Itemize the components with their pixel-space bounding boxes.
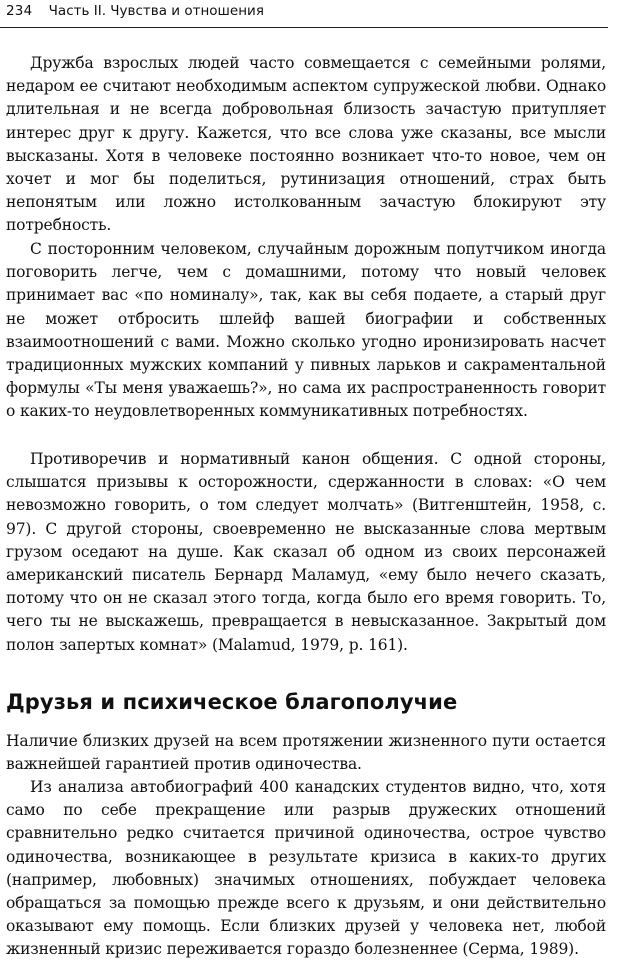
paragraph-communication-canon: Противоречив и нормативный канон общения. С одной стороны, слышатся призывы к осторожности, сдержанности в словах: «О чем невозможно говорить, о том следует молчать» (Витгенштейн, 1958, с. 97). С другой стороны, своевременно не высказанные слова мертвым грузом оседают на душе. Как сказал об одном из своих персонажей американский писатель Бернард Маламуд, «ему было нечего сказать, потому что он не сказал этого тогда, когда было его время говорить. То, чего ты не выскажешь, превращается в невысказанное. Закрытый дом полон запертых комнат» (Malamud, 1979, p. 161). <box>6 450 606 654</box>
page-number: 234 <box>6 3 33 19</box>
section-heading: Друзья и психическое благополучие <box>6 690 458 714</box>
paragraph-stranger-conversation: С посторонним человеком, случайным дорожным попутчиком иногда поговорить легче, чем с домашними, потому что новый человек принимает вас «по номиналу», так, как вы себя подаете, а старый друг не может отбросить шлейф вашей биографии и собственных взаимоотношений с вами. Можно сколько угодно иронизировать насчет традиционных мужских компаний у пивных ларьков и сакраментальной формулы «Ты меня уважаешь?», но сама их распространенность говорит о каких-то неудовлетворенных коммуникативных потребностях. <box>6 240 606 421</box>
paragraph-student-study: Из анализа автобиографий 400 канадских студентов видно, что, хотя само по себе прекращение или разрыв дружеских отношений сравнительно редко считается причиной одиночества, острое чувство одиночества, возникающее в результате кризиса в каких-то других (например, любовных) значимых отношениях, побуждает человека обращаться за помощью прежде всего к друзьям, и они действительно оказывают ему помощь. Если близких друзей у человека нет, любой жизненный кризис переживается гораздо болезненнее (Серма, 1989). <box>6 778 606 959</box>
running-head-title: Часть II. Чувства и отношения <box>48 3 264 19</box>
paragraph-close-friends: Наличие близких друзей на всем протяжении жизненного пути остается важнейшей гарантией против одиночества. <box>6 732 606 774</box>
header-rule <box>0 27 608 28</box>
paragraph-marriage-friendship: Дружба взрослых людей часто совмещается с семейными ролями, недаром ее считают необходимым аспектом супружеской любви. Однако длительная и не всегда добровольная близость зачастую притупляет интерес друг к другу. Кажется, что все слова уже сказаны, все мысли высказаны. Хотя в человеке постоянно возникает что-то новое, чем он хочет и мог бы поделиться, рутинизация отношений, страх быть непонятым или ложно истолкованным зачастую блокируют эту потребность. <box>6 54 606 235</box>
running-head <box>6 0 610 28</box>
